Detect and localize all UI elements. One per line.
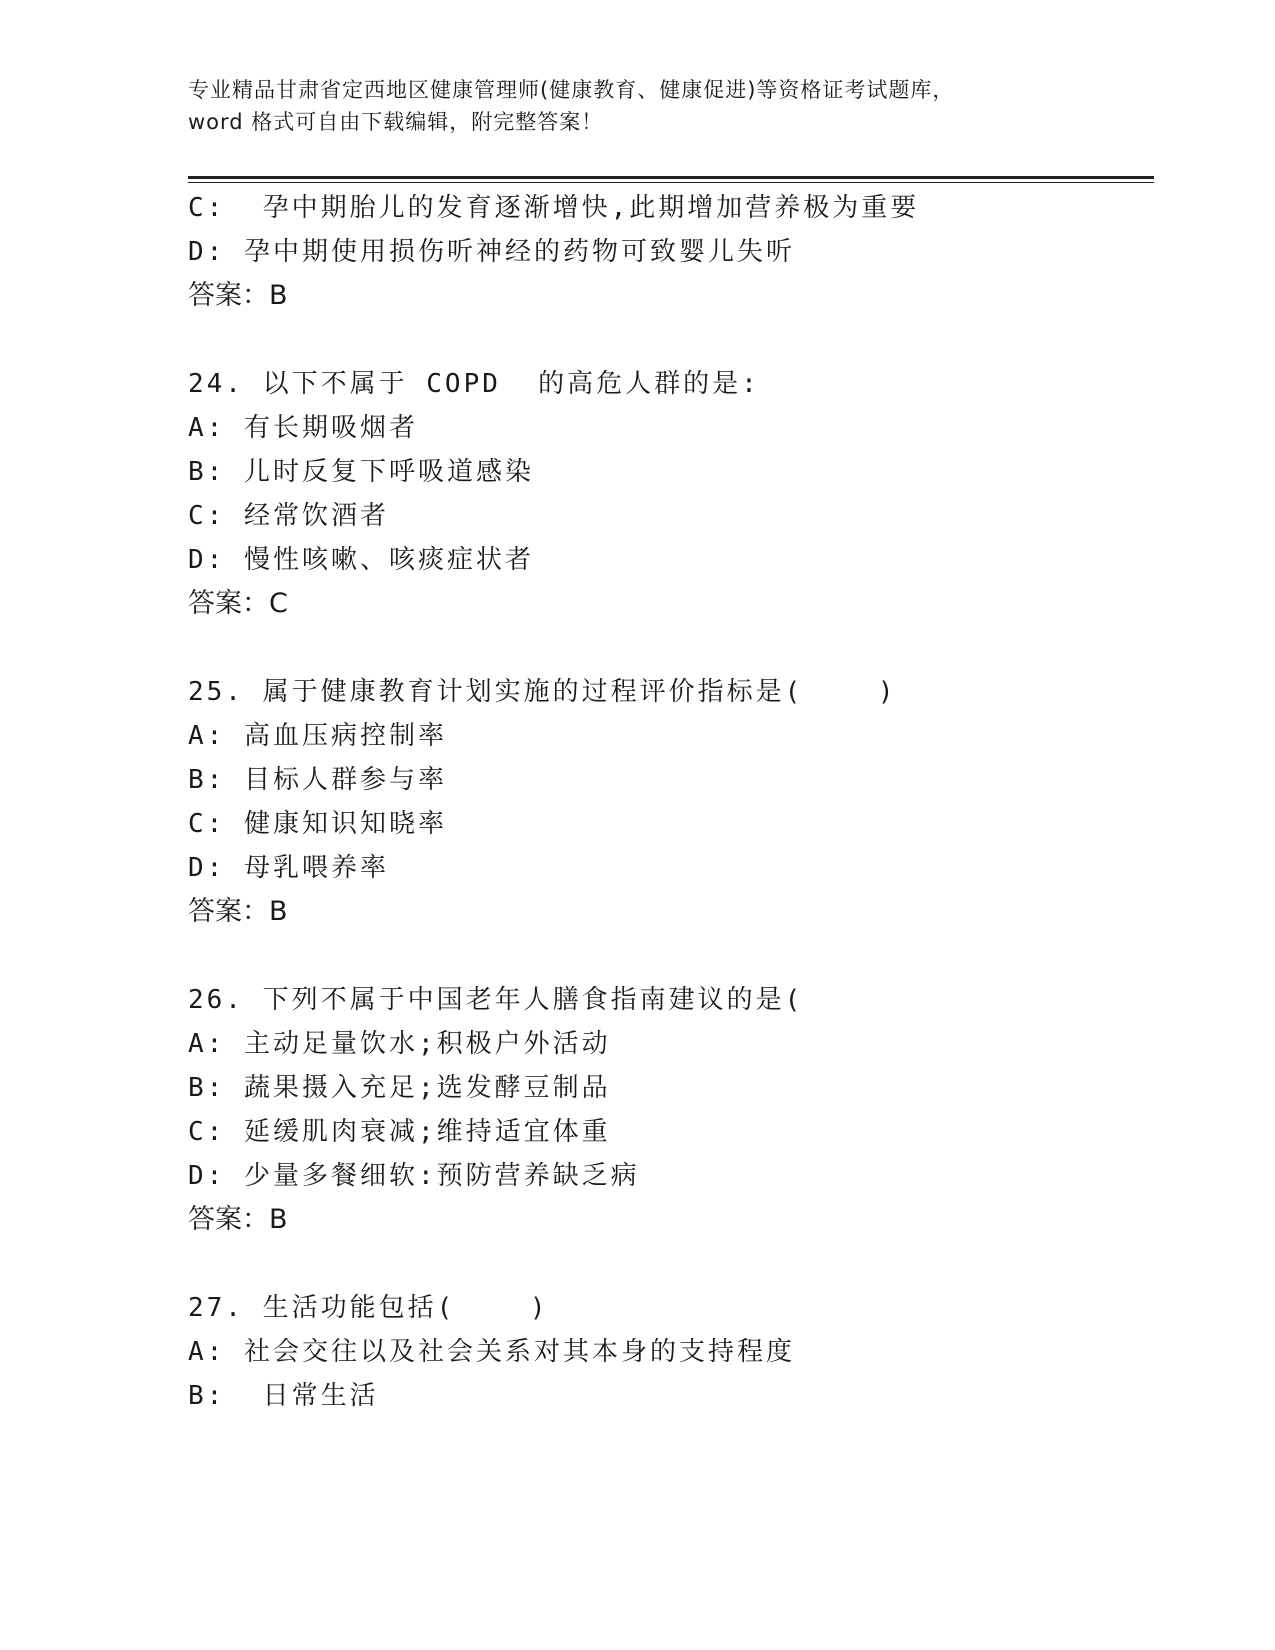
prev-answer: 答案：B — [188, 280, 288, 311]
q25-question: 25. 属于健康教育计划实施的过程评价指标是( ) — [188, 677, 897, 707]
document-header — [188, 74, 1088, 138]
q26-option-d: D: 少量多餐细软:预防营养缺乏病 — [188, 1161, 640, 1191]
q24-option-a: A: 有长期吸烟者 — [188, 413, 418, 443]
prev-option-c: C: 孕中期胎儿的发育逐渐增快,此期增加营养极为重要 — [188, 193, 920, 223]
header-line-2: word 格式可自由下载编辑，附完整答案！ — [188, 110, 604, 134]
q26-option-c: C: 延缓肌肉衰减;维持适宜体重 — [188, 1117, 611, 1147]
header-divider-thin — [188, 182, 1154, 183]
prev-option-d: D: 孕中期使用损伤听神经的药物可致婴儿失听 — [188, 237, 795, 267]
q26-option-b: B: 蔬果摄入充足;选发酵豆制品 — [188, 1073, 611, 1103]
q24-option-d: D: 慢性咳嗽、咳痰症状者 — [188, 545, 534, 575]
q25-option-c: C: 健康知识知晓率 — [188, 809, 447, 839]
q25-answer: 答案：B — [188, 896, 288, 927]
q24-answer: 答案：C — [188, 588, 288, 619]
q24-option-c: C: 经常饮酒者 — [188, 501, 389, 531]
q24-option-b: B: 儿时反复下呼吸道感染 — [188, 457, 534, 487]
q25-option-b: B: 目标人群参与率 — [188, 765, 447, 795]
q25-option-a: A: 高血压病控制率 — [188, 721, 447, 751]
q26-question: 26. 下列不属于中国老年人膳食指南建议的是( — [188, 985, 804, 1015]
q27-question: 27. 生活功能包括( ) — [188, 1293, 549, 1323]
q24-question: 24. 以下不属于 COPD 的高危人群的是: — [188, 369, 760, 399]
q27-option-b: B: 日常生活 — [188, 1381, 379, 1411]
q26-option-a: A: 主动足量饮水;积极户外活动 — [188, 1029, 611, 1059]
q27-option-a: A: 社会交往以及社会关系对其本身的支持程度 — [188, 1337, 795, 1367]
q25-option-d: D: 母乳喂养率 — [188, 853, 389, 883]
header-divider-thick — [188, 176, 1154, 179]
header-line-1: 专业精品甘肃省定西地区健康管理师(健康教育、健康促进)等资格证考试题库， — [188, 78, 955, 102]
q26-answer: 答案：B — [188, 1204, 288, 1235]
